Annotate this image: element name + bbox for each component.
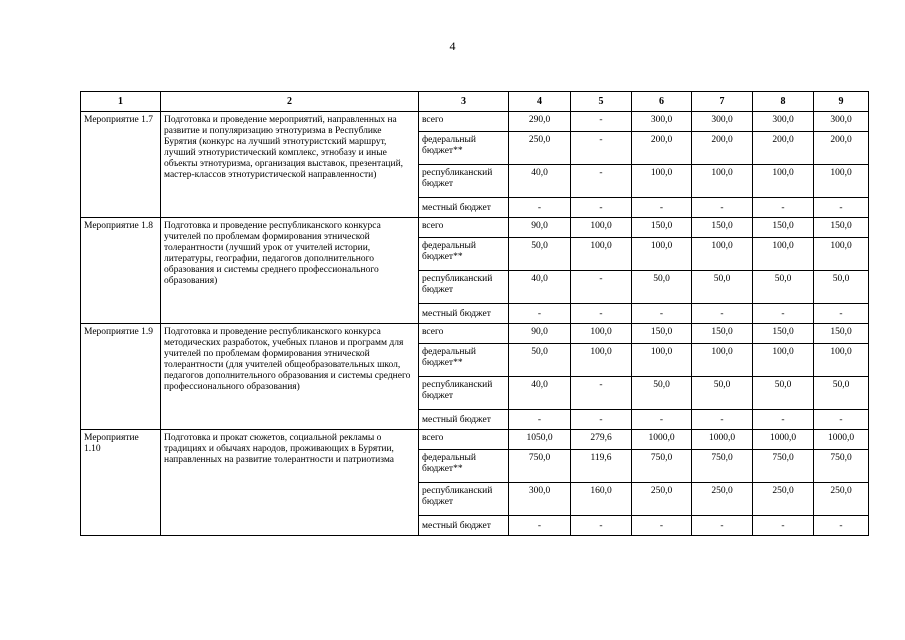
event-description: Подготовка и проведение республиканского конкурса методических разработок, учебных планов и программ для учителей по проблемам формирования этнической толерантности (для учителей общеобразовательных школ, педагогов дополнительного образования и системы среднего профессионального образования) bbox=[161, 324, 419, 430]
amount-cell: - bbox=[814, 516, 869, 536]
funding-source: республиканский бюджет bbox=[419, 165, 509, 198]
amount-cell: 1000,0 bbox=[692, 430, 753, 450]
column-header: 4 bbox=[509, 92, 571, 112]
amount-cell: - bbox=[509, 516, 571, 536]
amount-cell: - bbox=[571, 132, 632, 165]
amount-cell: - bbox=[753, 304, 814, 324]
amount-cell: - bbox=[632, 410, 692, 430]
funding-source: местный бюджет bbox=[419, 516, 509, 536]
amount-cell: - bbox=[814, 304, 869, 324]
amount-cell: 200,0 bbox=[632, 132, 692, 165]
amount-cell: 150,0 bbox=[692, 324, 753, 344]
amount-cell: 300,0 bbox=[753, 112, 814, 132]
amount-cell: - bbox=[632, 516, 692, 536]
column-header: 1 bbox=[81, 92, 161, 112]
funding-source: республиканский бюджет bbox=[419, 377, 509, 410]
amount-cell: 100,0 bbox=[571, 344, 632, 377]
column-header: 8 bbox=[753, 92, 814, 112]
amount-cell: 250,0 bbox=[632, 483, 692, 516]
column-header: 2 bbox=[161, 92, 419, 112]
header-row bbox=[81, 92, 869, 112]
table-row bbox=[81, 218, 869, 238]
amount-cell: 290,0 bbox=[509, 112, 571, 132]
event-description: Подготовка и проведение республиканского конкурса учителей по проблемам формирования этнической толерантности (лучший урок от учителей истории, литературы, географии, педагогов дополнительного образования и системы среднего профессионального образования) bbox=[161, 218, 419, 324]
amount-cell: 750,0 bbox=[814, 450, 869, 483]
amount-cell: 50,0 bbox=[509, 344, 571, 377]
amount-cell: 100,0 bbox=[692, 165, 753, 198]
event-description: Подготовка и прокат сюжетов, социальной рекламы о традициях и обычаях народов, проживающих в Бурятии, направленных на развитие толерантности и патриотизма bbox=[161, 430, 419, 536]
amount-cell: 250,0 bbox=[753, 483, 814, 516]
amount-cell: - bbox=[571, 165, 632, 198]
amount-cell: 300,0 bbox=[692, 112, 753, 132]
amount-cell: - bbox=[753, 410, 814, 430]
amount-cell: - bbox=[692, 410, 753, 430]
amount-cell: 150,0 bbox=[814, 324, 869, 344]
funding-source: местный бюджет bbox=[419, 198, 509, 218]
amount-cell: 50,0 bbox=[753, 271, 814, 304]
amount-cell: 100,0 bbox=[632, 238, 692, 271]
amount-cell: - bbox=[814, 198, 869, 218]
amount-cell: 40,0 bbox=[509, 271, 571, 304]
amount-cell: 40,0 bbox=[509, 165, 571, 198]
amount-cell: 1050,0 bbox=[509, 430, 571, 450]
amount-cell: - bbox=[509, 410, 571, 430]
amount-cell: - bbox=[692, 516, 753, 536]
page-number: 4 bbox=[449, 39, 456, 53]
event-description: Подготовка и проведение мероприятий, направленных на развитие и популяризацию этнотуризма в Республике Бурятия (конкурс на лучший этнотуристский маршрут, лучший этнотуристический комплекс, этнобазу и иные объекты этнотуризма, организация выставок, презентаций, мастер-классов этнотуристической направленности) bbox=[161, 112, 419, 218]
table-header bbox=[81, 92, 869, 112]
amount-cell: 100,0 bbox=[571, 218, 632, 238]
amount-cell: 50,0 bbox=[814, 377, 869, 410]
column-header: 6 bbox=[632, 92, 692, 112]
amount-cell: 50,0 bbox=[632, 271, 692, 304]
amount-cell: - bbox=[509, 304, 571, 324]
budget-table bbox=[80, 91, 869, 536]
amount-cell: 1000,0 bbox=[814, 430, 869, 450]
amount-cell: 750,0 bbox=[632, 450, 692, 483]
amount-cell: 750,0 bbox=[509, 450, 571, 483]
amount-cell: - bbox=[571, 410, 632, 430]
event-id: Мероприятие 1.10 bbox=[81, 430, 161, 536]
amount-cell: 100,0 bbox=[753, 238, 814, 271]
funding-source: местный бюджет bbox=[419, 410, 509, 430]
funding-source: всего bbox=[419, 112, 509, 132]
amount-cell: 100,0 bbox=[632, 344, 692, 377]
amount-cell: 160,0 bbox=[571, 483, 632, 516]
amount-cell: - bbox=[571, 271, 632, 304]
funding-source: федеральный бюджет** bbox=[419, 132, 509, 165]
amount-cell: 200,0 bbox=[814, 132, 869, 165]
amount-cell: 150,0 bbox=[632, 324, 692, 344]
amount-cell: - bbox=[632, 304, 692, 324]
table-body bbox=[81, 112, 869, 536]
amount-cell: 100,0 bbox=[632, 165, 692, 198]
amount-cell: 250,0 bbox=[509, 132, 571, 165]
amount-cell: - bbox=[753, 516, 814, 536]
funding-source: всего bbox=[419, 430, 509, 450]
amount-cell: 300,0 bbox=[509, 483, 571, 516]
amount-cell: 100,0 bbox=[814, 238, 869, 271]
amount-cell: 50,0 bbox=[692, 271, 753, 304]
amount-cell: 1000,0 bbox=[632, 430, 692, 450]
amount-cell: 100,0 bbox=[692, 344, 753, 377]
amount-cell: 750,0 bbox=[753, 450, 814, 483]
column-header: 7 bbox=[692, 92, 753, 112]
amount-cell: 150,0 bbox=[814, 218, 869, 238]
amount-cell: 50,0 bbox=[692, 377, 753, 410]
funding-source: всего bbox=[419, 324, 509, 344]
amount-cell: 150,0 bbox=[753, 324, 814, 344]
amount-cell: 90,0 bbox=[509, 324, 571, 344]
amount-cell: 200,0 bbox=[753, 132, 814, 165]
amount-cell: 150,0 bbox=[632, 218, 692, 238]
funding-source: местный бюджет bbox=[419, 304, 509, 324]
amount-cell: 150,0 bbox=[692, 218, 753, 238]
amount-cell: 50,0 bbox=[632, 377, 692, 410]
amount-cell: - bbox=[509, 198, 571, 218]
amount-cell: 1000,0 bbox=[753, 430, 814, 450]
column-header: 9 bbox=[814, 92, 869, 112]
table-row bbox=[81, 324, 869, 344]
event-id: Мероприятие 1.9 bbox=[81, 324, 161, 430]
column-header: 5 bbox=[571, 92, 632, 112]
amount-cell: 250,0 bbox=[814, 483, 869, 516]
amount-cell: 750,0 bbox=[692, 450, 753, 483]
amount-cell: - bbox=[571, 304, 632, 324]
amount-cell: - bbox=[571, 377, 632, 410]
amount-cell: - bbox=[632, 198, 692, 218]
amount-cell: 100,0 bbox=[692, 238, 753, 271]
event-id: Мероприятие 1.8 bbox=[81, 218, 161, 324]
funding-source: всего bbox=[419, 218, 509, 238]
funding-source: федеральный бюджет** bbox=[419, 344, 509, 377]
amount-cell: - bbox=[571, 516, 632, 536]
amount-cell: 100,0 bbox=[753, 165, 814, 198]
amount-cell: 300,0 bbox=[814, 112, 869, 132]
amount-cell: - bbox=[814, 410, 869, 430]
amount-cell: 200,0 bbox=[692, 132, 753, 165]
amount-cell: - bbox=[692, 304, 753, 324]
funding-source: республиканский бюджет bbox=[419, 271, 509, 304]
column-header: 3 bbox=[419, 92, 509, 112]
amount-cell: 100,0 bbox=[571, 324, 632, 344]
amount-cell: - bbox=[753, 198, 814, 218]
funding-source: федеральный бюджет** bbox=[419, 238, 509, 271]
amount-cell: 90,0 bbox=[509, 218, 571, 238]
amount-cell: - bbox=[571, 198, 632, 218]
amount-cell: - bbox=[571, 112, 632, 132]
funding-source: республиканский бюджет bbox=[419, 483, 509, 516]
table-row bbox=[81, 112, 869, 132]
amount-cell: 300,0 bbox=[632, 112, 692, 132]
amount-cell: 40,0 bbox=[509, 377, 571, 410]
amount-cell: 250,0 bbox=[692, 483, 753, 516]
amount-cell: 100,0 bbox=[814, 165, 869, 198]
amount-cell: 100,0 bbox=[814, 344, 869, 377]
amount-cell: 50,0 bbox=[509, 238, 571, 271]
table-row bbox=[81, 430, 869, 450]
amount-cell: - bbox=[692, 198, 753, 218]
amount-cell: 100,0 bbox=[753, 344, 814, 377]
amount-cell: 279,6 bbox=[571, 430, 632, 450]
amount-cell: 50,0 bbox=[753, 377, 814, 410]
amount-cell: 119,6 bbox=[571, 450, 632, 483]
amount-cell: 150,0 bbox=[753, 218, 814, 238]
amount-cell: 50,0 bbox=[814, 271, 869, 304]
event-id: Мероприятие 1.7 bbox=[81, 112, 161, 218]
amount-cell: 100,0 bbox=[571, 238, 632, 271]
funding-source: федеральный бюджет** bbox=[419, 450, 509, 483]
